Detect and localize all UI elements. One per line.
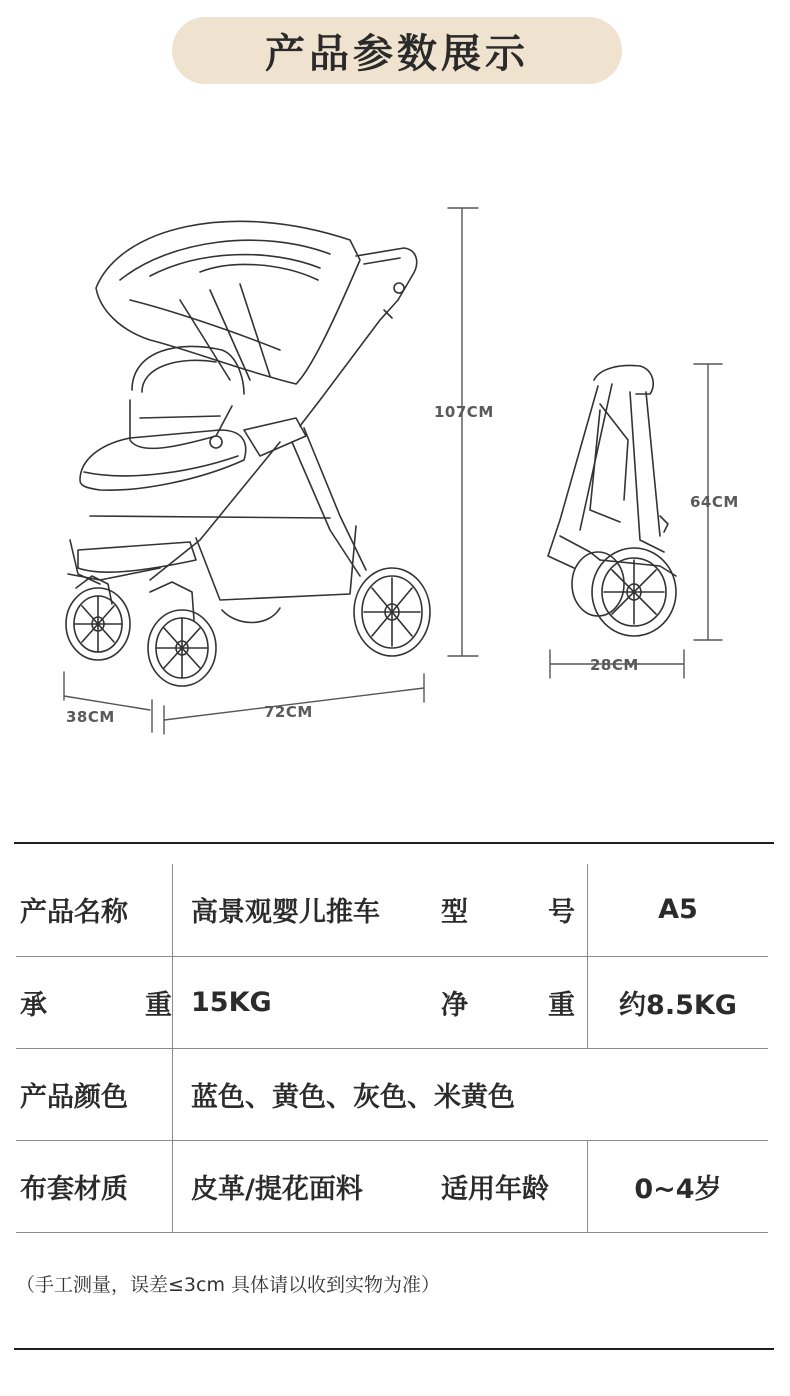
unfolded-stroller xyxy=(66,221,430,686)
spec-table xyxy=(16,864,768,1233)
spec-label-weight: 净重 xyxy=(441,956,588,1048)
spec-value-material: 皮革/提花面料 xyxy=(173,1140,442,1232)
spec-row xyxy=(16,1140,768,1232)
height-unfolded-label: 107CM xyxy=(434,403,494,421)
spec-value-load: 15KG xyxy=(173,956,442,1048)
bottom-divider xyxy=(14,1348,774,1350)
folded-stroller xyxy=(548,366,676,636)
front-wheel-right xyxy=(148,582,216,686)
width-folded-label: 28CM xyxy=(590,656,639,674)
stroller-line-drawing xyxy=(0,180,790,740)
spec-label-age: 适用年龄 xyxy=(441,1140,588,1232)
spec-value-age: 0~4岁 xyxy=(588,1140,769,1232)
title-banner xyxy=(172,17,622,84)
spec-row xyxy=(16,1048,768,1140)
spec-label-name: 产品名称 xyxy=(16,864,173,956)
front-wheel-left xyxy=(66,576,130,660)
spec-row xyxy=(16,956,768,1048)
spec-label-model: 型号 xyxy=(441,864,588,956)
rear-wheel-left xyxy=(222,608,280,623)
spec-label-load: 承重 xyxy=(16,956,173,1048)
width-front-label: 38CM xyxy=(66,708,115,726)
spec-value-name: 高景观婴儿推车 xyxy=(173,864,442,956)
length-label: 72CM xyxy=(264,703,313,721)
page-title: 产品参数展示 xyxy=(265,31,529,77)
spec-label-color: 产品颜色 xyxy=(16,1048,173,1140)
spec-value-color: 蓝色、黄色、灰色、米黄色 xyxy=(173,1048,769,1140)
height-folded-label: 64CM xyxy=(690,493,739,511)
measurement-note: （手工测量，误差≤3cm 具体请以收到实物为准） xyxy=(16,1274,441,1296)
top-divider xyxy=(14,842,774,844)
spec-row xyxy=(16,864,768,956)
spec-value-weight: 约8.5KG xyxy=(588,956,769,1048)
rear-wheel-right xyxy=(354,568,430,656)
spec-value-model: A5 xyxy=(588,864,769,956)
spec-label-material: 布套材质 xyxy=(16,1140,173,1232)
